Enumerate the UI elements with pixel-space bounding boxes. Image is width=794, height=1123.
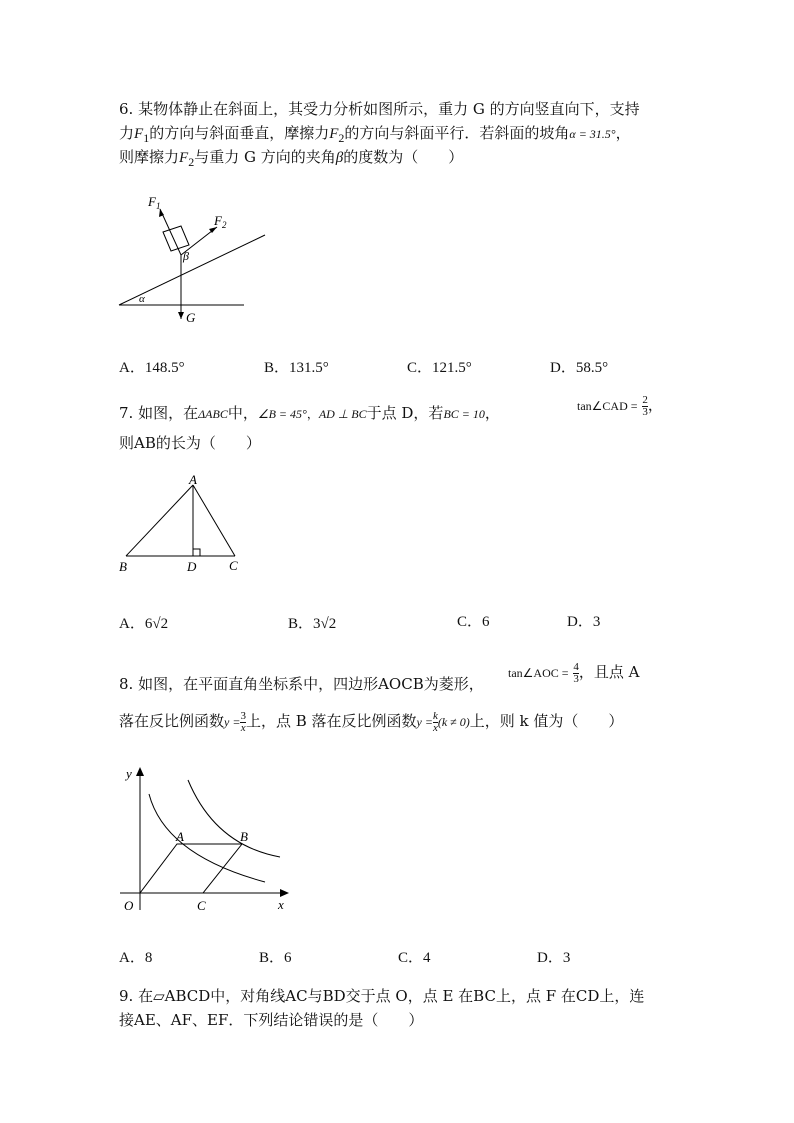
- q7-option-c[interactable]: C．6: [457, 614, 490, 630]
- q7-option-b[interactable]: B．3√2: [288, 616, 337, 632]
- q6-f2-sub: 2: [338, 131, 345, 145]
- q6-f2: F: [179, 150, 189, 166]
- label-c: C: [229, 558, 238, 573]
- q6-text: 某物体静止在斜面上，其受力分析如图所示，重力 G 的方向竖直向下，支持: [138, 100, 640, 118]
- q6-f2-sub: 2: [188, 155, 195, 169]
- q8-text: ，且点 A: [578, 663, 640, 681]
- side-ab: [126, 485, 193, 556]
- q6-text: 与重力 G 方向的夹角: [194, 148, 336, 166]
- q6-alpha-expr: α = 31.5°: [569, 127, 616, 141]
- q8-option-c[interactable]: C．4: [398, 950, 431, 966]
- q8-tan: [508, 661, 639, 685]
- label-f2: $F_2$: [214, 213, 227, 230]
- q6-option-c[interactable]: C．121.5°: [407, 360, 472, 376]
- q8-option-a[interactable]: A．8: [119, 950, 153, 966]
- side-ac: [193, 485, 235, 556]
- q7-option-a[interactable]: A．6√2: [119, 616, 169, 632]
- q7-text: 中，: [227, 404, 258, 422]
- q7-line2: 则AB的长为（ ）: [119, 434, 261, 452]
- q8-text: 上，点 B 落在反比例函数: [245, 712, 417, 730]
- q6-option-b[interactable]: B．131.5°: [264, 360, 329, 376]
- label-f1: $F_1$: [148, 194, 161, 211]
- q8-line1: [119, 673, 484, 694]
- q8-text: 如图，在平面直角坐标系中，四边形AOCB为菱形，: [138, 675, 484, 693]
- curve-y-k-over-x: [188, 780, 280, 857]
- q8-text: 上，则 k 值为（ ）: [469, 712, 624, 730]
- q6-option-d[interactable]: D．58.5°: [550, 360, 609, 376]
- q7-bc: BC = 10: [443, 407, 485, 421]
- q7-text: 于点 D，若: [366, 404, 444, 422]
- q7-tan-expr: tan∠CAD =: [577, 399, 638, 413]
- label-b: B: [119, 559, 127, 574]
- label-o: O: [124, 898, 134, 913]
- q9-line2: 接AE、AF、EF．下列结论错误的是（ ）: [119, 1011, 424, 1029]
- q8-option-d[interactable]: D．3: [537, 950, 571, 966]
- q6-option-a[interactable]: A．148.5°: [119, 360, 185, 376]
- q8-y1-frac: $\frac{3}{x}$: [240, 709, 246, 734]
- q6-number: 6.: [119, 100, 134, 118]
- q7-line1: 7. 如图，在ΔABC中，∠B = 45°，AD ⊥ BC于点 D，若BC = 10，: [119, 404, 500, 422]
- q9-text: 在▱ABCD中，对角线AC与BD交于点 O，点 E 在BC上，点 F 在CD上，连: [138, 987, 645, 1005]
- q7-tan-frac: $\frac{2}{3}$: [642, 393, 648, 418]
- x-axis-arrow: [280, 889, 289, 897]
- q6-line1: [119, 98, 640, 119]
- q6-text: 的方向与斜面垂直，摩擦力: [149, 124, 330, 142]
- q8-tan-expr: tan∠AOC =: [508, 666, 569, 680]
- q8-tan-frac: $\frac{4}{3}$: [573, 660, 579, 685]
- label-a: A: [189, 472, 197, 487]
- g-arrowhead: [178, 312, 184, 319]
- q6-text: 力: [119, 124, 135, 142]
- y-axis-arrow: [136, 767, 144, 776]
- label-alpha: α: [139, 293, 145, 305]
- q6-figure: [110, 185, 270, 330]
- label-y: y: [126, 766, 132, 781]
- label-b: B: [240, 829, 248, 844]
- label-beta: β: [183, 249, 189, 263]
- q7-perp: AD ⊥ BC: [318, 407, 367, 421]
- q8-text: 落在反比例函数: [119, 712, 225, 730]
- q9-number: 9.: [119, 987, 134, 1005]
- q6-f2: F: [329, 126, 339, 142]
- q6-f1-sub: 1: [143, 131, 150, 145]
- q8-option-b[interactable]: B．6: [259, 950, 292, 966]
- q8-line2: [119, 710, 623, 734]
- q8-y2-frac: $\frac{k}{x}$: [432, 709, 438, 734]
- q8-figure: [115, 760, 295, 915]
- q7-figure: [115, 472, 255, 582]
- q7-angle: ∠B = 45°: [257, 407, 307, 421]
- q8-number: 8.: [119, 675, 134, 693]
- q8-y1: y =: [224, 715, 241, 729]
- q7-triangle: ΔABC: [198, 407, 228, 421]
- q6-text: 则摩擦力: [119, 148, 180, 166]
- q6-beta: β: [335, 150, 344, 166]
- label-d: D: [187, 559, 197, 574]
- q6-f1: F: [134, 126, 144, 142]
- label-g: G: [186, 310, 196, 325]
- rhombus-aocb: [140, 844, 242, 893]
- right-angle-mark: [193, 549, 200, 556]
- block: [163, 226, 189, 251]
- q8-y2: y =: [416, 715, 433, 729]
- q9-line1: [119, 985, 644, 1006]
- q6-text: 的度数为（ ）: [343, 148, 464, 166]
- q7-option-d[interactable]: D．3: [567, 614, 601, 630]
- q6-text: 的方向与斜面平行．若斜面的坡角: [344, 124, 570, 142]
- label-x: x: [278, 897, 284, 912]
- label-a: A: [176, 829, 184, 844]
- q6-line2: 力$F_1$的方向与斜面垂直，摩擦力$F_2$的方向与斜面平行．若斜面的坡角α = 31.5°，: [119, 124, 631, 145]
- q7-text: 如图，在: [138, 404, 199, 422]
- label-c: C: [197, 898, 206, 913]
- q8-y2-cond: (k ≠ 0): [437, 715, 470, 729]
- q7-tan: tan∠CAD = $\frac{2}{3}$ ，: [577, 393, 663, 418]
- q7-number: 7.: [119, 404, 134, 422]
- q6-line3: [119, 146, 463, 170]
